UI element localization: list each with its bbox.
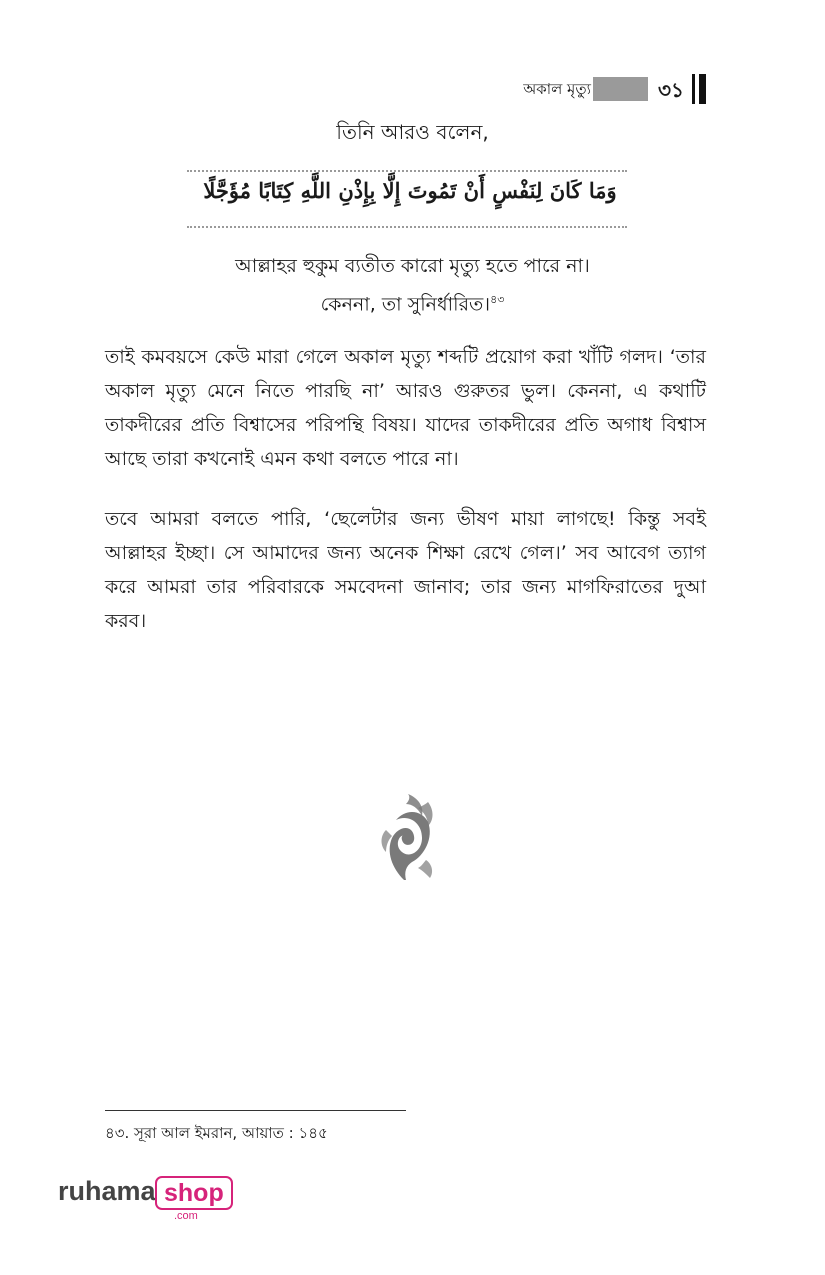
verse-divider-bottom bbox=[187, 226, 627, 228]
paragraph-1: তাই কমবয়সে কেউ মারা গেলে অকাল মৃত্যু শব্দটি প্রয়োগ করা খাঁটি গলদ। ‘তার অকাল মৃত্যু মেনে নিতে পারছি না’ আরও গুরুতর ভুল। কেননা, এ কথাটি তাকদীরের প্রতি বিশ্বাসের পরিপন্থি বিষয়। যাদের তাকদীরের প্রতি অগাধ বিশ্বাস আছে তারা কখনোই এমন কথা বলতে পারে না। bbox=[105, 346, 706, 470]
arabic-verse: وَمَا كَانَ لِنَفْسٍ أَنْ تَمُوتَ إِلَّا بِإِذْنِ اللَّهِ كِتَابًا مُؤَجَّلًا bbox=[203, 178, 617, 203]
running-title: অকাল মৃত্যু bbox=[523, 80, 591, 98]
header-rule-thick bbox=[699, 74, 706, 104]
logo-brand: ruhama bbox=[58, 1176, 156, 1206]
header-gray-bar bbox=[593, 77, 648, 101]
footnote-marker: ৪৩ bbox=[490, 293, 505, 306]
translation-line-2-text: কেননা, তা সুনির্ধারিত। bbox=[320, 293, 491, 316]
logo-shop-badge: shop bbox=[155, 1176, 233, 1210]
verse-divider-top bbox=[187, 170, 627, 172]
logo-domain: .com bbox=[174, 1210, 198, 1222]
page-header bbox=[0, 74, 825, 104]
footnote-separator bbox=[105, 1110, 406, 1111]
paragraph-2: তবে আমরা বলতে পারি, ‘ছেলেটার জন্য ভীষণ মায়া লাগছে! কিন্তু সবই আল্লাহর ইচ্ছা। সে আমাদের জন্য অনেক শিক্ষা রেখে গেল।’ সব আবেগ ত্যাগ করে আমরা তার পরিবারকে সমবেদনা জানাব; তার জন্য মাগফিরাতের দুআ করব। bbox=[105, 508, 706, 632]
translation-line-2 bbox=[0, 283, 825, 321]
intro-line: তিনি আরও বলেন, bbox=[336, 120, 489, 144]
footnote: ৪৩. সূরা আল ইমরান, আয়াত : ১৪৫ bbox=[105, 1124, 328, 1142]
header-rule-thin bbox=[692, 74, 695, 104]
page-number: ৩১ bbox=[658, 78, 684, 102]
verse-translation bbox=[0, 250, 825, 321]
floral-ornament-icon bbox=[378, 790, 436, 882]
translation-line-1: আল্লাহর হুকুম ব্যতীত কারো মৃত্যু হতে পারে না। bbox=[235, 255, 590, 277]
